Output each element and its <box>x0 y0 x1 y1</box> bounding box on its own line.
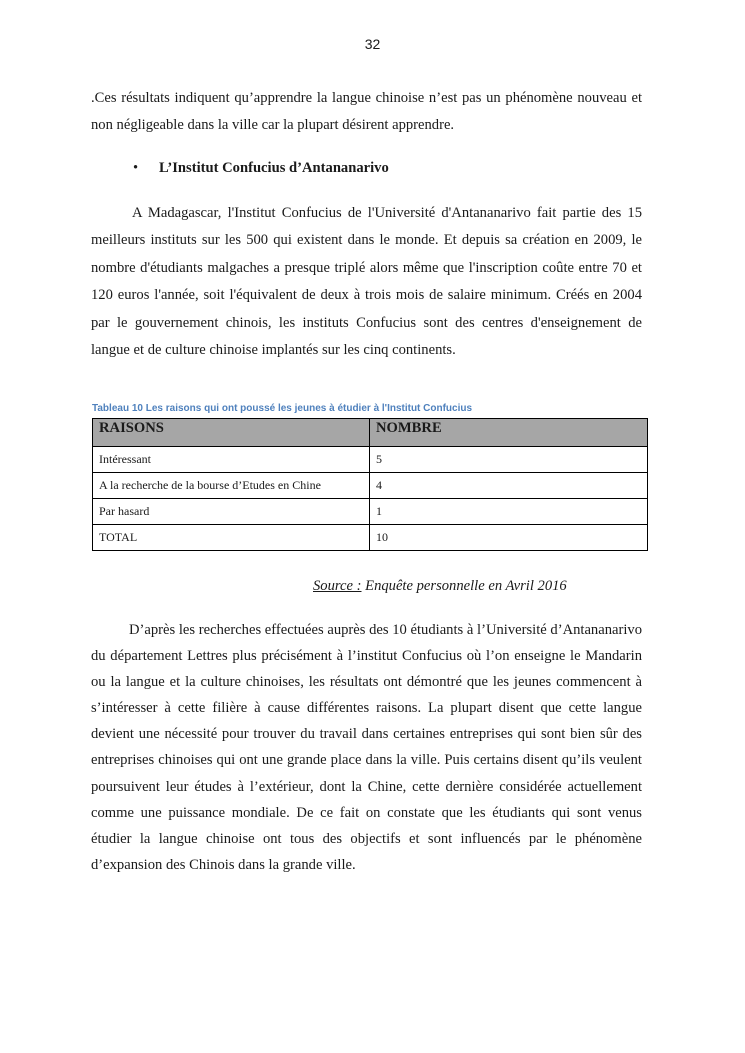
column-header-raisons: RAISONS <box>93 419 370 447</box>
body-paragraph: A Madagascar, l'Institut Confucius de l'Université d'Antananarivo fait partie des 15 meilleurs instituts sur les 500 qui existent dans le monde. Et depuis sa création en 2009, le nombre d'étudiants malgaches a presque triplé alors même que l'inscription coûte entre 70 et 120 euros l'année, soit l'équivalent de deux à trois mois de salaire minimum. Créés en 2004 par le gouvernement chinois, les instituts Confucius sont des centres d'enseignement de langue et de culture chinoise implantés sur les cinq continents. <box>91 205 642 359</box>
column-header-nombre: NOMBRE <box>370 419 648 447</box>
reasons-table <box>92 418 648 551</box>
table-caption: Tableau 10 Les raisons qui ont poussé les jeunes à étudier à l'Institut Confucius <box>92 403 473 414</box>
table-row <box>93 473 648 499</box>
table-row-total <box>93 525 648 551</box>
table-cell-count: 4 <box>370 473 648 499</box>
page-number: 32 <box>364 36 381 52</box>
source-text: Enquête personnelle en Avril 2016 <box>361 578 567 594</box>
table-cell-total-value: 10 <box>370 525 648 551</box>
table-cell-count: 5 <box>370 447 648 473</box>
table-cell-count: 1 <box>370 499 648 525</box>
source-label: Source : <box>313 578 362 594</box>
bullet-icon: • <box>133 160 139 176</box>
analysis-paragraph: D’après les recherches effectuées auprès des 10 étudiants à l’Université d’Antananarivo du département Lettres plus précisément à l’institut Confucius où l’on enseigne le Mandarin ou la langue et la culture chinoises, les résultats ont démontré que les jeunes commencent à s’intéresser à cette filière à cause différentes raisons. La plupart disent que cette langue devient une nécessité pour trouver du travail dans certaines entreprises qui sont bien sûr des entreprises chinoises qui ont une grande place dans la ville. Puis certains disent qu’ils veulent poursuivent leur études à l’extérieur, dont la Chine, cette dernière considérée actuellement comme une puissance mondiale. De ce fait on constate que les étudiants qui sont venus étudier la langue chinoise ont tous des objectifs et sont influencés par le phénomène d’expansion des Chinois dans la grande ville. <box>91 622 642 873</box>
table-row <box>93 499 648 525</box>
section-heading-text: L’Institut Confucius d’Antananarivo <box>159 160 389 176</box>
table-cell-total-label: TOTAL <box>93 525 370 551</box>
table-source <box>313 576 567 596</box>
table-row <box>93 447 648 473</box>
table-cell-reason: Par hasard <box>93 499 370 525</box>
table-cell-reason: A la recherche de la bourse d’Etudes en Chine <box>93 473 370 499</box>
intro-paragraph: .Ces résultats indiquent qu’apprendre la langue chinoise n’est pas un phénomène nouveau et non négligeable dans la ville car la plupart désirent apprendre. <box>91 90 642 134</box>
table-cell-reason: Intéressant <box>93 447 370 473</box>
section-heading <box>133 158 389 178</box>
table-header-row <box>93 419 648 447</box>
